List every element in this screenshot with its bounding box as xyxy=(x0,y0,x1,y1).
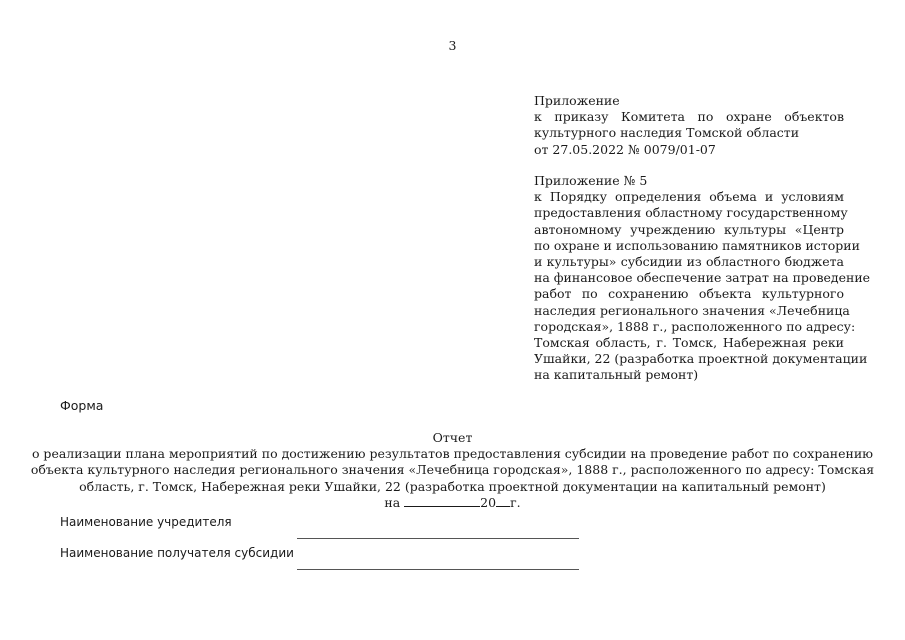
report-subtitle-line: объекта культурного наследия регионального значения «Лечебница городская», 1888 г., расположенного по адресу: Томская xyxy=(30,462,875,478)
report-title: Отчет xyxy=(432,430,473,445)
appendix-procedure-line: к Порядку определения объема и условиям xyxy=(534,189,844,205)
report-subtitle-line: о реализации плана мероприятий по достижению результатов предоставления субсидии на проведение работ по сохранению xyxy=(31,446,874,462)
report-date-year: 20 xyxy=(480,494,497,510)
appendix-order-title: Приложение xyxy=(534,93,620,108)
appendix-procedure-block xyxy=(534,173,871,384)
recipient-label: Наименование получателя субсидии xyxy=(60,546,294,560)
appendix-procedure-line: по охране и использованию памятников истории xyxy=(534,237,860,253)
appendix-procedure-line: работ по сохранению объекта культурного xyxy=(534,286,844,302)
appendix-procedure-line: предоставления областному государственному xyxy=(534,205,848,221)
report-year-blank[interactable] xyxy=(496,495,510,507)
appendix-order-line: к приказу Комитета по охране объектов xyxy=(534,109,844,125)
recipient-field-line[interactable] xyxy=(297,569,579,570)
report-date-line xyxy=(0,495,905,511)
page-number: 3 xyxy=(448,38,457,53)
appendix-procedure-line: Томская область, г. Томск, Набережная реки xyxy=(534,335,844,351)
appendix-procedure-line: на финансовое обеспечение затрат на проведение xyxy=(534,270,871,286)
founder-label: Наименование учредителя xyxy=(60,515,232,529)
appendix-procedure-title: Приложение № 5 xyxy=(534,173,648,188)
report-date-blank[interactable] xyxy=(404,495,480,507)
report-date-prefix: на xyxy=(384,494,401,510)
appendix-order-line: от 27.05.2022 № 0079/01-07 xyxy=(534,141,716,157)
appendix-procedure-line: городская», 1888 г., расположенного по адресу: xyxy=(534,318,856,334)
report-heading xyxy=(0,430,905,511)
appendix-order-line: культурного наследия Томской области xyxy=(534,125,800,141)
appendix-procedure-line: Ушайки, 22 (разработка проектной документации xyxy=(534,351,868,367)
report-date-suffix: г. xyxy=(510,494,521,510)
founder-field-line[interactable] xyxy=(297,538,579,539)
appendix-procedure-line: автономному учреждению культуры «Центр xyxy=(534,221,844,237)
appendix-procedure-line: наследия регионального значения «Лечебница xyxy=(534,302,850,318)
appendix-order-block xyxy=(534,93,844,158)
report-subtitle-line: область, г. Томск, Набережная реки Ушайки, 22 (разработка проектной документации на капитальный ремонт) xyxy=(79,478,826,494)
appendix-procedure-line: и культуры» субсидии из областного бюджета xyxy=(534,254,844,270)
appendix-procedure-line: на капитальный ремонт) xyxy=(534,367,699,383)
form-label: Форма xyxy=(60,398,104,413)
